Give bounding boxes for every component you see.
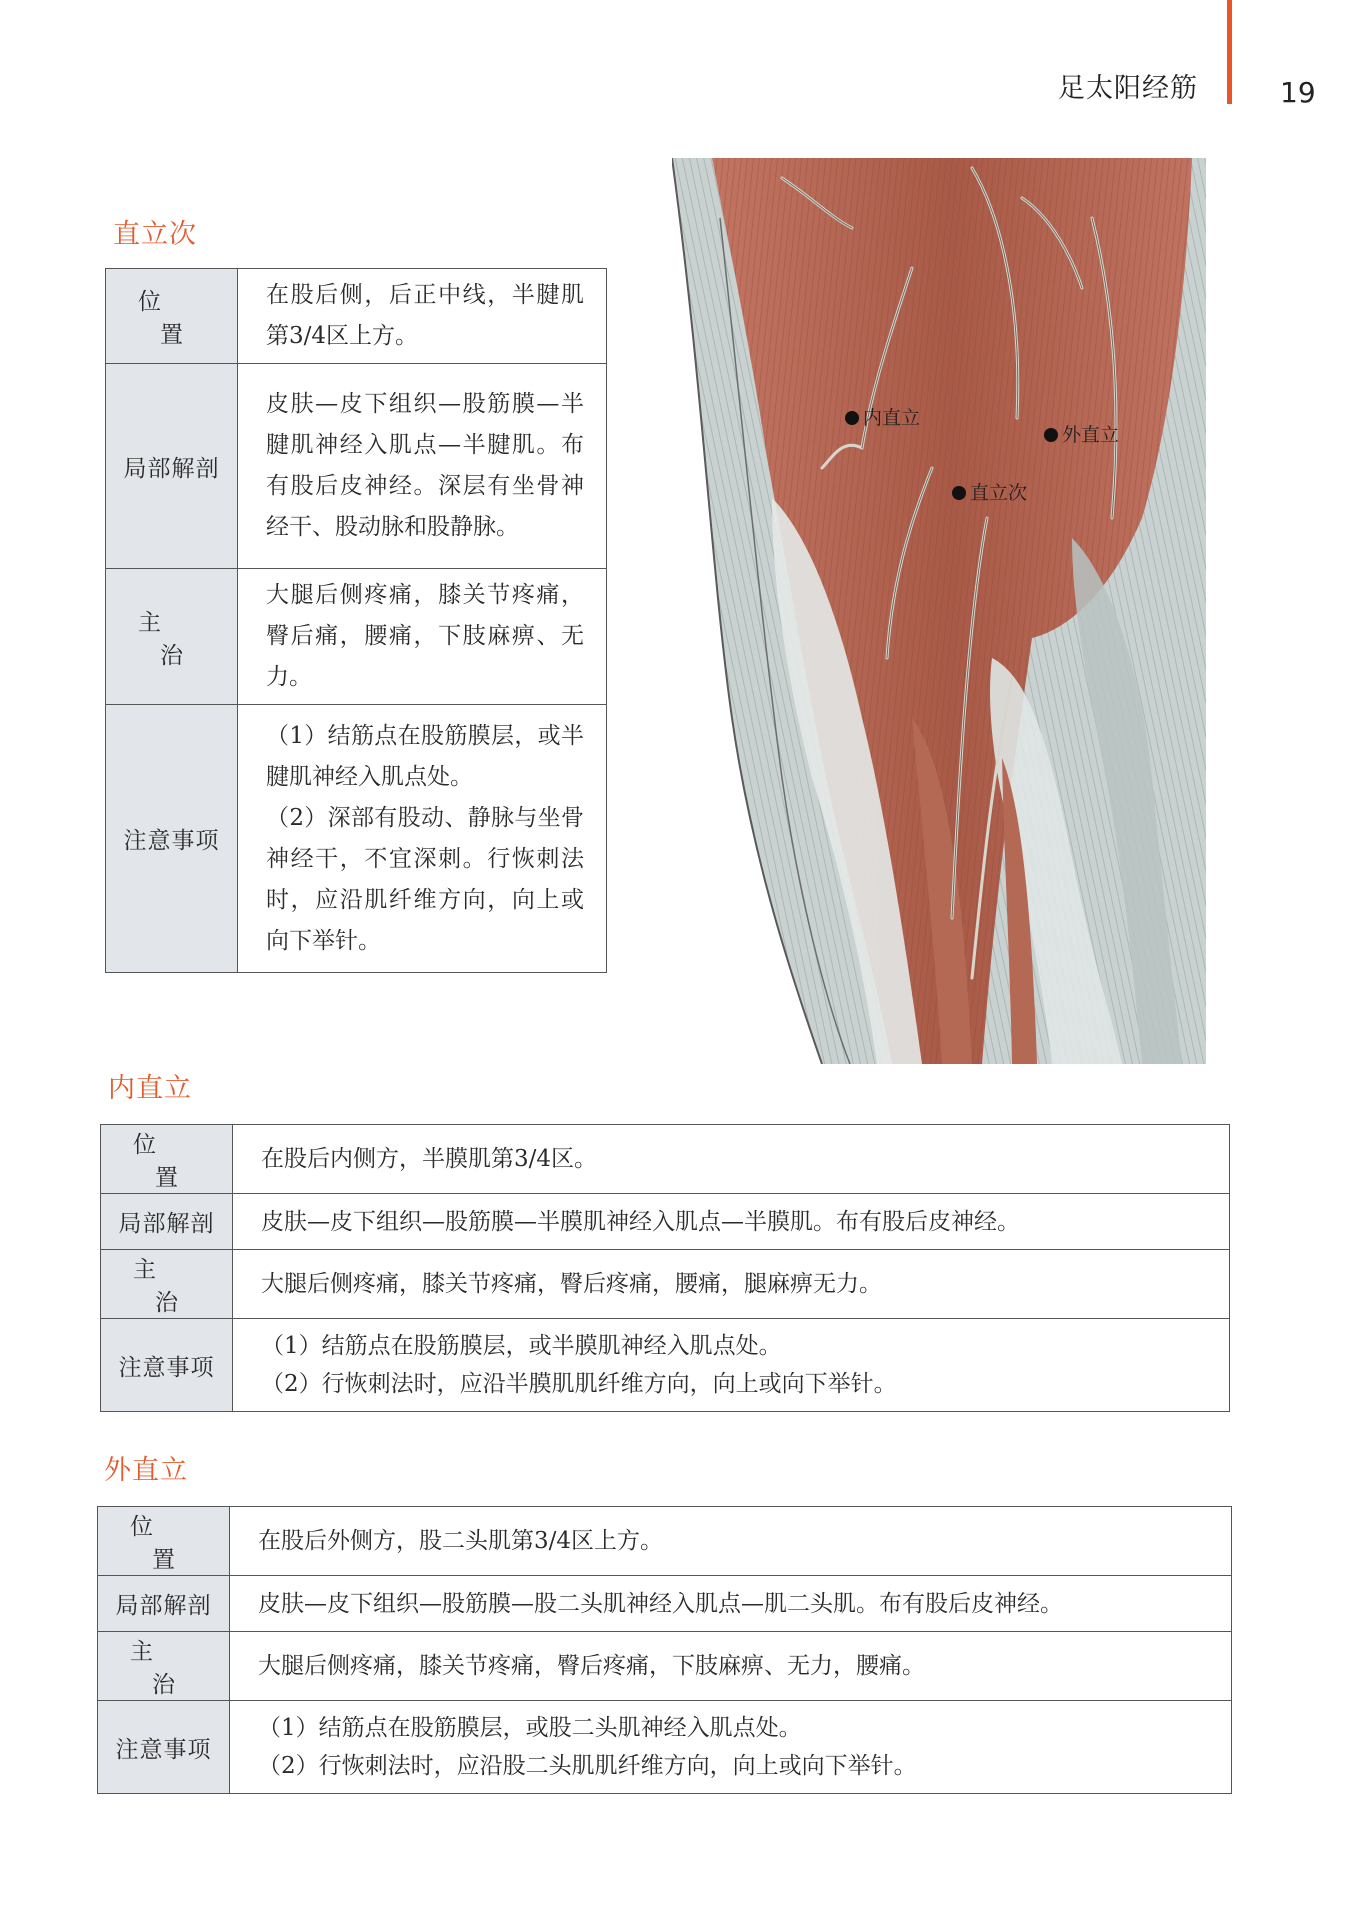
row-value: 在股后侧，后正中线，半腱肌第3/4区上方。 [238,269,607,364]
row-label: 局部解剖 [106,364,238,569]
row-label: 注意事项 [106,705,238,973]
table-waizhili [97,1506,1232,1794]
table-row [98,1701,1232,1794]
row-label: 位置 [106,269,238,364]
table-row [98,1576,1232,1632]
row-label: 局部解剖 [98,1576,230,1632]
table-row [101,1319,1230,1412]
note-line: （1）结筋点在股筋膜层，或股二头肌神经入肌点处。 [258,1715,802,1741]
row-label: 主治 [106,569,238,705]
section-title-neizhili: 内直立 [108,1073,192,1104]
thigh-anatomy-illustration [672,158,1206,1064]
note-line: （2）行恢刺法时，应沿股二头肌肌纤维方向，向上或向下举针。 [258,1753,917,1779]
note-line: （1）结筋点在股筋膜层，或半腱肌神经入肌点处。 [266,722,584,790]
svg-text:直立次: 直立次 [970,482,1028,504]
header-accent-bar [1227,0,1232,104]
table-row [98,1632,1232,1701]
row-label: 位置 [98,1507,230,1576]
note-line: （2）行恢刺法时，应沿半膜肌肌纤维方向，向上或向下举针。 [261,1371,897,1397]
page-number: 19 [1280,76,1316,109]
row-value [238,705,607,973]
row-value [230,1701,1232,1794]
running-head-chapter: 足太阳经筋 [1058,73,1198,104]
row-value: 在股后内侧方，半膜肌第3/4区。 [233,1125,1230,1194]
table-row [98,1507,1232,1576]
table-zhilici [105,268,607,973]
table-row [101,1125,1230,1194]
table-row [101,1250,1230,1319]
row-value: 大腿后侧疼痛，膝关节疼痛，臀后痛，腰痛，下肢麻痹、无力。 [238,569,607,705]
row-value: 皮肤—皮下组织—股筋膜—半膜肌神经入肌点—半膜肌。布有股后皮神经。 [233,1194,1230,1250]
table-row [106,569,607,705]
table-row [106,364,607,569]
row-label: 注意事项 [98,1701,230,1794]
row-label: 局部解剖 [101,1194,233,1250]
row-value: 在股后外侧方，股二头肌第3/4区上方。 [230,1507,1232,1576]
row-value: 皮肤—皮下组织—股筋膜—股二头肌神经入肌点—肌二头肌。布有股后皮神经。 [230,1576,1232,1632]
row-value: 皮肤—皮下组织—股筋膜—半腱肌神经入肌点—半腱肌。布有股后皮神经。深层有坐骨神经干、股动脉和股静脉。 [238,364,607,569]
row-label: 位置 [101,1125,233,1194]
table-row [101,1194,1230,1250]
table-row [106,705,607,973]
section-title-zhilici: 直立次 [113,219,197,250]
note-line: （2）深部有股动、静脉与坐骨神经干，不宜深刺。行恢刺法时，应沿肌纤维方向，向上或向下举针。 [266,804,584,954]
row-label: 注意事项 [101,1319,233,1412]
table-neizhili [100,1124,1230,1412]
table-row [106,269,607,364]
note-line: （1）结筋点在股筋膜层，或半膜肌神经入肌点处。 [261,1333,782,1359]
section-title-waizhili: 外直立 [104,1455,188,1486]
row-value [233,1319,1230,1412]
svg-text:外直立: 外直立 [1062,424,1120,446]
row-label: 主治 [98,1632,230,1701]
svg-text:内直立: 内直立 [863,407,921,429]
row-label: 主治 [101,1250,233,1319]
row-value: 大腿后侧疼痛，膝关节疼痛，臀后疼痛，下肢麻痹、无力，腰痛。 [230,1632,1232,1701]
row-value: 大腿后侧疼痛，膝关节疼痛，臀后疼痛，腰痛，腿麻痹无力。 [233,1250,1230,1319]
